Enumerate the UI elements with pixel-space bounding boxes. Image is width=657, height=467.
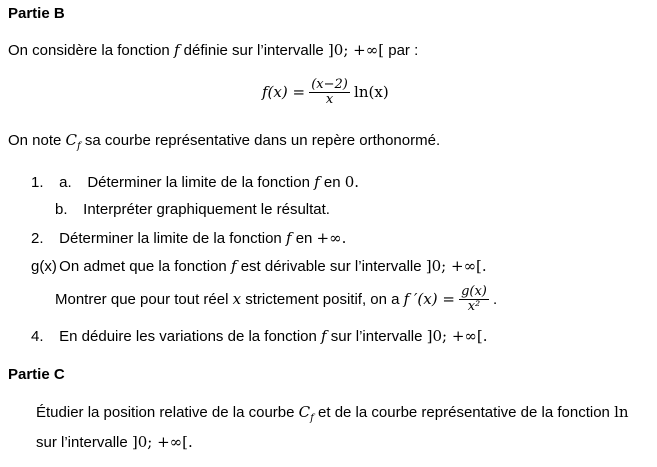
partB-note: [8, 131, 440, 152]
q3-f: f: [230, 257, 237, 275]
q4-f: f: [321, 327, 327, 345]
q1-number: 1.: [31, 174, 44, 191]
q1a-label: a.: [59, 174, 72, 191]
question-4: [31, 327, 488, 345]
q3-line2-text: Montrer que pour tout réel: [55, 290, 229, 308]
partB-intro: [8, 41, 418, 59]
q3-fprime: f ′(x) =: [403, 289, 455, 308]
q2-en: en: [295, 230, 313, 247]
note-text-2: sa courbe représentative dans un repère orthonormé.: [84, 132, 441, 149]
q3-x: x: [232, 289, 242, 308]
q4-number: 4.: [31, 328, 44, 345]
q3-numerator: g(x): [461, 284, 487, 299]
q3-line2-mid: strictement positif, on a: [245, 290, 400, 308]
partC-ln: ln: [614, 403, 629, 421]
partC-text-2: et de la courbe représentative de la fonction: [318, 404, 610, 421]
q3-fraction: [459, 285, 489, 315]
q1a-f: f: [314, 173, 320, 191]
note-Cf: $C_f$: [65, 131, 81, 152]
partC-title: Partie C: [8, 366, 65, 383]
q1a-text: Déterminer la limite de la fonction: [87, 174, 310, 191]
intro-text-2: définie sur l’intervalle: [183, 42, 324, 59]
formula-denominator: x: [325, 92, 334, 108]
q2-value: +∞.: [316, 229, 347, 247]
q4-text-2: sur l’intervalle: [330, 328, 423, 345]
q1b-label: b.: [55, 201, 68, 218]
q3-end: .: [493, 290, 498, 308]
formula-fraction: [309, 78, 350, 108]
intro-f: f: [173, 41, 180, 59]
partC-line2: [36, 433, 193, 451]
intro-end: par :: [388, 42, 419, 59]
q2-f: f: [285, 229, 292, 247]
q4-interval: ]0; +∞[.: [426, 327, 488, 345]
q4-text: En déduire les variations de la fonction: [59, 328, 317, 345]
intro-interval: ]0; +∞[: [327, 41, 385, 59]
question-3: [31, 257, 487, 275]
question-3-derivative: [55, 285, 497, 315]
question-2: [31, 229, 346, 247]
q1b-text: Interpréter graphiquement le résultat.: [83, 201, 330, 218]
partB-title: Partie B: [8, 5, 65, 22]
q3-text-2: est dérivable sur l’intervalle: [240, 258, 422, 275]
intro-text: On considère la fonction: [8, 42, 170, 59]
formula-numerator: (x−2): [311, 77, 348, 92]
q2-number: 2.: [31, 230, 44, 247]
partC-text: Étudier la position relative de la courbe: [36, 404, 295, 421]
q3-interval: ]0; +∞[.: [425, 257, 487, 275]
partC-line1: [36, 403, 629, 424]
note-text: On note: [8, 132, 62, 149]
question-1a: [31, 173, 359, 191]
q3-denominator: x²: [467, 299, 481, 315]
q2-text: Déterminer la limite de la fonction: [59, 230, 282, 247]
formula-rhs: ln(x): [354, 82, 389, 101]
q1a-en: en: [323, 174, 341, 191]
q3-text: On admet que la fonction: [59, 258, 227, 275]
q1a-value: 0.: [344, 173, 360, 191]
partC-interval: ]0; +∞[.: [131, 433, 193, 451]
formula-lhs: f(x) =: [262, 82, 306, 101]
q3-number: g(x): [31, 258, 57, 275]
partC-line2-text: sur l’intervalle: [36, 434, 128, 451]
partC-Cf: $C_f$: [298, 403, 314, 424]
question-1b: [55, 201, 330, 218]
formula-f: [262, 78, 389, 108]
